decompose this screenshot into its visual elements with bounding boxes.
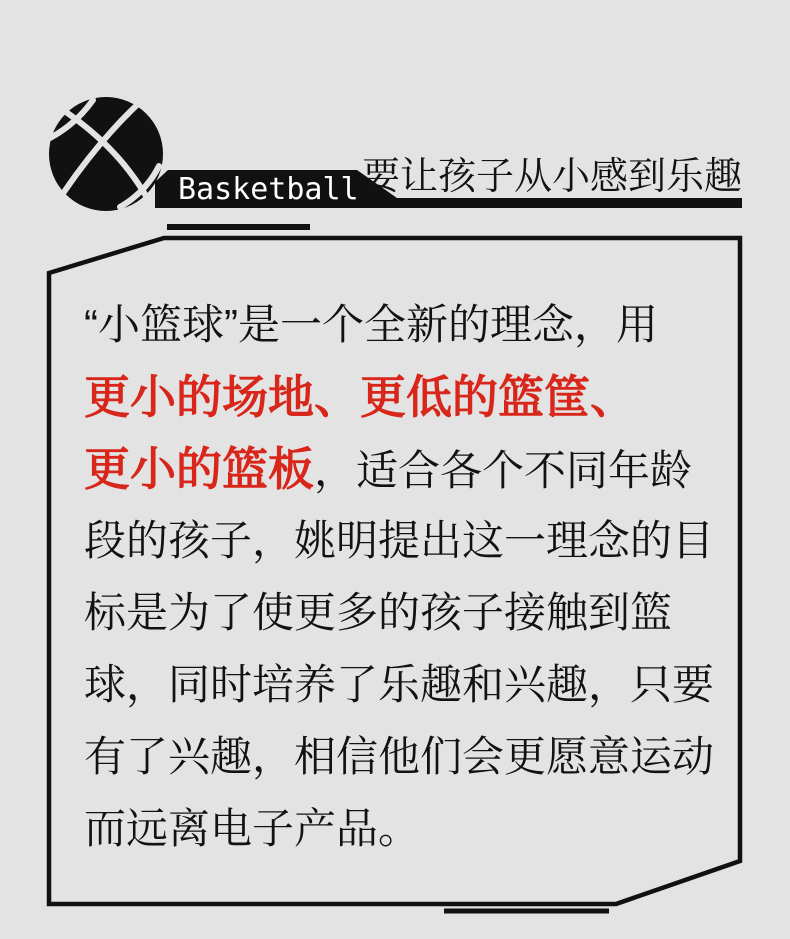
- article-line: [84, 289, 724, 361]
- banner-label: Basketball: [178, 172, 359, 207]
- article-line-text: 球，同时培养了乐趣和兴趣，只要: [84, 661, 715, 708]
- article-line: [84, 433, 724, 505]
- article-line: [84, 577, 724, 649]
- article-line-text: 段的孩子，姚明提出这一理念的目: [84, 517, 715, 564]
- article-line-text: 而远离电子产品。: [84, 805, 421, 852]
- basketball-icon: [49, 97, 163, 211]
- article-line: [84, 793, 724, 865]
- article-line-text: ，适合各个不同年龄: [314, 447, 693, 494]
- article-line-highlight: 更小的篮板: [84, 443, 314, 495]
- article-line: [84, 721, 724, 793]
- article-text: [84, 289, 724, 865]
- article-line-text: 有了兴趣，相信他们会更愿意运动: [84, 733, 715, 780]
- article-line-text: “小篮球”是一个全新的理念，用: [84, 301, 658, 348]
- article-line-text: 标是为了使更多的孩子接触到篮: [84, 589, 673, 636]
- article-line: [84, 505, 724, 577]
- header-title: 要让孩子从小感到乐趣: [362, 156, 743, 198]
- article-line-highlight: 更小的场地、更低的篮筐、: [84, 371, 636, 423]
- article-line: [84, 649, 724, 721]
- article-line: [84, 361, 724, 433]
